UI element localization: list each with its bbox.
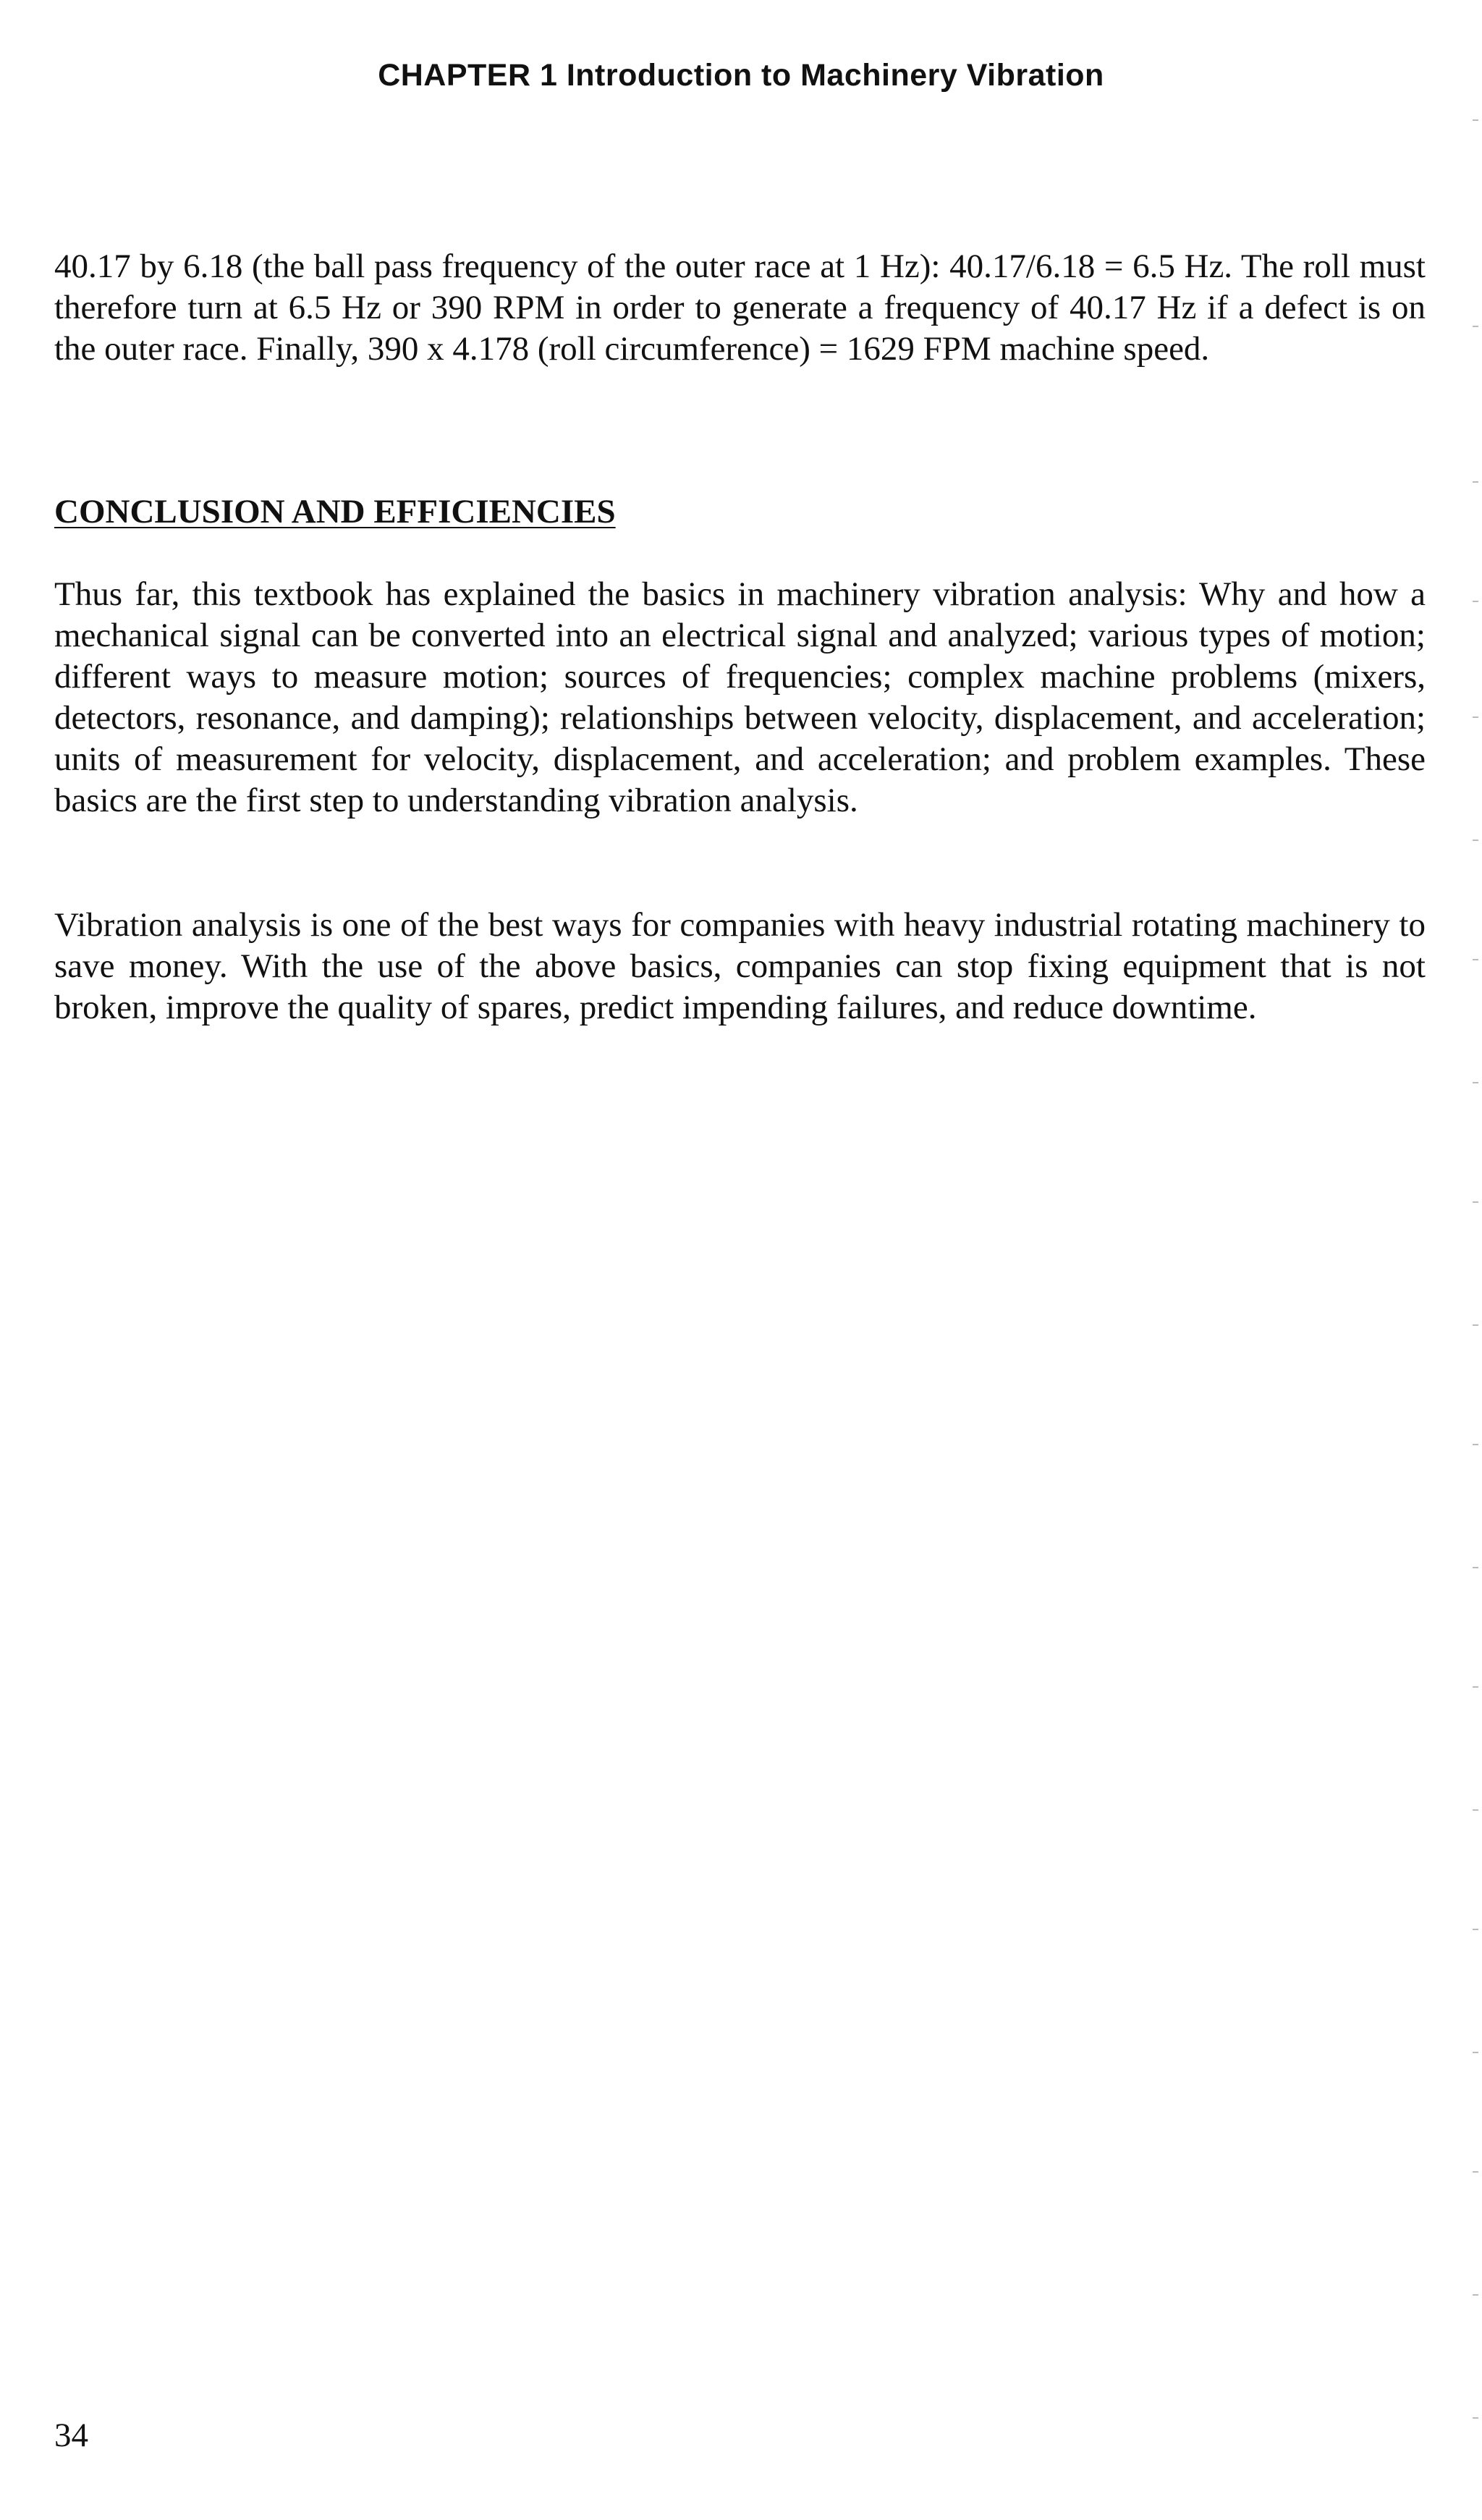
margin-tick: [1473, 2417, 1478, 2419]
margin-tick: [1473, 326, 1478, 327]
paragraph-benefits: Vibration analysis is one of the best ways for companies with heavy industrial rotating machinery to save money. With the use of the above basics, companies can stop fixing equipment that is not broken, improve the quality of spares, predict impending failures, and reduce downtime.: [54, 906, 1426, 1026]
section-heading: CONCLUSION AND EFFICIENCIES: [54, 493, 616, 530]
margin-tick: [1473, 1324, 1478, 1326]
margin-tick: [1473, 2052, 1478, 2053]
margin-tick: [1473, 1929, 1478, 1930]
margin-tick: [1473, 2294, 1478, 2296]
margin-tick: [1473, 2171, 1478, 2173]
margin-tick: [1473, 716, 1478, 718]
margin-tick: [1473, 840, 1478, 841]
margin-tick: [1473, 481, 1478, 483]
margin-tick: [1473, 1082, 1478, 1083]
scan-margin-marks: [1473, 0, 1478, 2520]
paragraph-calculation: 40.17 by 6.18 (the ball pass frequency of the outer race at 1 Hz): 40.17/6.18 = 6.5 Hz. The roll must therefore turn at 6.5 Hz or 390 RPM in order to generate a frequency of 40.17 Hz if a defect is on the outer race. Finally, 390 x 4.178 (roll circumference) = 1629 FPM machine speed.: [54, 248, 1426, 368]
margin-tick: [1473, 1809, 1478, 1811]
margin-tick: [1473, 1567, 1478, 1568]
running-head: CHAPTER 1 Introduction to Machinery Vibration: [378, 58, 1104, 93]
margin-tick: [1473, 1444, 1478, 1445]
paragraph-summary: Thus far, this textbook has explained the basics in machinery vibration analysis: Why and how a mechanical signal can be converted into an electrical signal and analyzed; various types of motion; different ways to measure motion; sources of frequencies; complex machine problems (mixers, detectors, resonance, and damping); relationships between velocity, displacement, and acceleration; units of measurement for velocity, displacement, and acceleration; and problem examples. These basics are the first step to understanding vibration analysis.: [54, 575, 1426, 819]
margin-tick: [1473, 1686, 1478, 1688]
margin-tick: [1473, 959, 1478, 960]
page-number: 34: [54, 2417, 88, 2454]
margin-tick: [1473, 1201, 1478, 1203]
margin-tick: [1473, 119, 1478, 121]
margin-tick: [1473, 601, 1478, 602]
